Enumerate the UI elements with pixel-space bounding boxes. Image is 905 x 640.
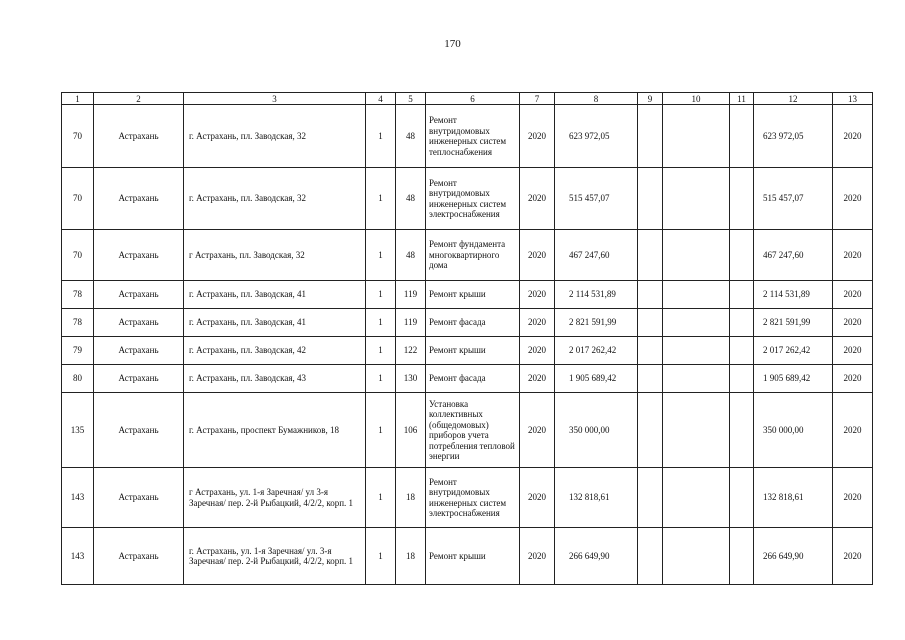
- header-cell: 5: [396, 93, 426, 105]
- cell-count: 1: [366, 393, 396, 468]
- cell-col9: [638, 337, 663, 365]
- cell-year-end: 2020: [833, 528, 873, 585]
- cell-index: 143: [62, 528, 94, 585]
- header-cell: 7: [520, 93, 555, 105]
- table-row: [62, 468, 873, 528]
- cell-work-type: Ремонт крыши: [426, 281, 520, 309]
- cell-col10: [663, 468, 730, 528]
- header-cell: 13: [833, 93, 873, 105]
- cell-work-type: Ремонт внутридомовых инженерных систем электроснабжения: [426, 168, 520, 230]
- cell-cost: 1 905 689,42: [555, 365, 638, 393]
- cell-year: 2020: [520, 105, 555, 168]
- cell-col11: [730, 365, 754, 393]
- table-row: [62, 309, 873, 337]
- cell-apartments: 48: [396, 105, 426, 168]
- cell-year-end: 2020: [833, 281, 873, 309]
- cell-col9: [638, 281, 663, 309]
- cell-index: 79: [62, 337, 94, 365]
- cell-address: г Астрахань, ул. 1-я Заречная/ ул 3-я Заречная/ пер. 2-й Рыбацкий, 4/2/2, корп. 1: [184, 468, 366, 528]
- table-row: [62, 168, 873, 230]
- cell-col11: [730, 393, 754, 468]
- header-cell: 3: [184, 93, 366, 105]
- cell-col11: [730, 168, 754, 230]
- cell-apartments: 18: [396, 468, 426, 528]
- cell-city: Астрахань: [94, 468, 184, 528]
- header-cell: 11: [730, 93, 754, 105]
- header-row: [62, 93, 873, 105]
- cell-total: 2 114 531,89: [754, 281, 833, 309]
- cell-index: 80: [62, 365, 94, 393]
- table-row: [62, 393, 873, 468]
- cell-col10: [663, 528, 730, 585]
- cell-col9: [638, 168, 663, 230]
- cell-col10: [663, 105, 730, 168]
- cell-count: 1: [366, 528, 396, 585]
- cell-count: 1: [366, 168, 396, 230]
- cell-year-end: 2020: [833, 337, 873, 365]
- cell-year: 2020: [520, 365, 555, 393]
- cell-cost: 515 457,07: [555, 168, 638, 230]
- cell-count: 1: [366, 105, 396, 168]
- cell-apartments: 119: [396, 281, 426, 309]
- header-cell: 8: [555, 93, 638, 105]
- cell-year: 2020: [520, 468, 555, 528]
- cell-count: 1: [366, 365, 396, 393]
- cell-city: Астрахань: [94, 168, 184, 230]
- table-row: [62, 528, 873, 585]
- table-row: [62, 281, 873, 309]
- cell-year: 2020: [520, 281, 555, 309]
- cell-city: Астрахань: [94, 309, 184, 337]
- header-cell: 12: [754, 93, 833, 105]
- cell-total: 515 457,07: [754, 168, 833, 230]
- cell-work-type: Ремонт внутридомовых инженерных систем теплоснабжения: [426, 105, 520, 168]
- cell-cost: 350 000,00: [555, 393, 638, 468]
- cell-year-end: 2020: [833, 168, 873, 230]
- cell-year-end: 2020: [833, 230, 873, 281]
- cell-year-end: 2020: [833, 393, 873, 468]
- cell-col11: [730, 281, 754, 309]
- cell-index: 135: [62, 393, 94, 468]
- cell-col11: [730, 468, 754, 528]
- cell-col9: [638, 105, 663, 168]
- cell-city: Астрахань: [94, 365, 184, 393]
- cell-city: Астрахань: [94, 528, 184, 585]
- cell-year: 2020: [520, 230, 555, 281]
- cell-year: 2020: [520, 337, 555, 365]
- table-body: [62, 93, 873, 585]
- cell-count: 1: [366, 309, 396, 337]
- cell-col11: [730, 337, 754, 365]
- cell-index: 70: [62, 168, 94, 230]
- cell-year: 2020: [520, 393, 555, 468]
- cell-year: 2020: [520, 168, 555, 230]
- cell-city: Астрахань: [94, 230, 184, 281]
- cell-year: 2020: [520, 309, 555, 337]
- cell-address: г. Астрахань, пл. Заводская, 32: [184, 105, 366, 168]
- cell-work-type: Ремонт фасада: [426, 309, 520, 337]
- cell-col10: [663, 337, 730, 365]
- cell-total: 350 000,00: [754, 393, 833, 468]
- cell-apartments: 48: [396, 168, 426, 230]
- cell-apartments: 122: [396, 337, 426, 365]
- cell-col11: [730, 309, 754, 337]
- cell-apartments: 106: [396, 393, 426, 468]
- cell-col9: [638, 365, 663, 393]
- cell-total: 2 821 591,99: [754, 309, 833, 337]
- cell-col10: [663, 230, 730, 281]
- cell-city: Астрахань: [94, 337, 184, 365]
- cell-address: г. Астрахань, пл. Заводская, 41: [184, 309, 366, 337]
- cell-address: г. Астрахань, пл. Заводская, 42: [184, 337, 366, 365]
- cell-col9: [638, 468, 663, 528]
- cell-city: Астрахань: [94, 105, 184, 168]
- header-cell: 4: [366, 93, 396, 105]
- cell-col11: [730, 528, 754, 585]
- program-table: [61, 92, 873, 585]
- cell-col11: [730, 230, 754, 281]
- cell-address: г. Астрахань, проспект Бумажников, 18: [184, 393, 366, 468]
- cell-cost: 132 818,61: [555, 468, 638, 528]
- cell-index: 70: [62, 105, 94, 168]
- cell-count: 1: [366, 337, 396, 365]
- cell-total: 467 247,60: [754, 230, 833, 281]
- cell-total: 2 017 262,42: [754, 337, 833, 365]
- header-cell: 2: [94, 93, 184, 105]
- cell-index: 78: [62, 309, 94, 337]
- cell-col9: [638, 230, 663, 281]
- cell-work-type: Ремонт фундамента многоквартирного дома: [426, 230, 520, 281]
- cell-col10: [663, 309, 730, 337]
- cell-address: г. Астрахань, ул. 1-я Заречная/ ул. 3-я Заречная/ пер. 2-й Рыбацкий, 4/2/2, корп. 1: [184, 528, 366, 585]
- cell-apartments: 119: [396, 309, 426, 337]
- cell-work-type: Установка коллективных (общедомовых) приборов учета потребления тепловой энергии: [426, 393, 520, 468]
- table-row: [62, 337, 873, 365]
- table-row: [62, 230, 873, 281]
- cell-index: 78: [62, 281, 94, 309]
- cell-address: г. Астрахань, пл. Заводская, 41: [184, 281, 366, 309]
- cell-apartments: 48: [396, 230, 426, 281]
- cell-cost: 2 114 531,89: [555, 281, 638, 309]
- cell-work-type: Ремонт фасада: [426, 365, 520, 393]
- cell-address: г. Астрахань, пл. Заводская, 43: [184, 365, 366, 393]
- cell-col9: [638, 309, 663, 337]
- cell-cost: 2 821 591,99: [555, 309, 638, 337]
- cell-year-end: 2020: [833, 365, 873, 393]
- cell-col10: [663, 393, 730, 468]
- table-row: [62, 365, 873, 393]
- cell-work-type: Ремонт крыши: [426, 337, 520, 365]
- header-cell: 1: [62, 93, 94, 105]
- cell-cost: 467 247,60: [555, 230, 638, 281]
- cell-count: 1: [366, 281, 396, 309]
- cell-work-type: Ремонт внутридомовых инженерных систем электроснабжения: [426, 468, 520, 528]
- cell-col10: [663, 365, 730, 393]
- cell-col11: [730, 105, 754, 168]
- cell-total: 1 905 689,42: [754, 365, 833, 393]
- cell-cost: 2 017 262,42: [555, 337, 638, 365]
- cell-apartments: 130: [396, 365, 426, 393]
- cell-city: Астрахань: [94, 281, 184, 309]
- cell-city: Астрахань: [94, 393, 184, 468]
- cell-total: 623 972,05: [754, 105, 833, 168]
- cell-total: 266 649,90: [754, 528, 833, 585]
- page-number: 170: [444, 38, 461, 50]
- cell-count: 1: [366, 468, 396, 528]
- cell-year-end: 2020: [833, 468, 873, 528]
- cell-apartments: 18: [396, 528, 426, 585]
- cell-index: 143: [62, 468, 94, 528]
- header-cell: 9: [638, 93, 663, 105]
- cell-year-end: 2020: [833, 105, 873, 168]
- cell-count: 1: [366, 230, 396, 281]
- cell-col9: [638, 393, 663, 468]
- table-row: [62, 105, 873, 168]
- cell-address: г Астрахань, пл. Заводская, 32: [184, 230, 366, 281]
- cell-cost: 266 649,90: [555, 528, 638, 585]
- cell-year: 2020: [520, 528, 555, 585]
- header-cell: 10: [663, 93, 730, 105]
- cell-col10: [663, 168, 730, 230]
- cell-index: 70: [62, 230, 94, 281]
- cell-col10: [663, 281, 730, 309]
- cell-year-end: 2020: [833, 309, 873, 337]
- cell-address: г. Астрахань, пл. Заводская, 32: [184, 168, 366, 230]
- header-cell: 6: [426, 93, 520, 105]
- cell-work-type: Ремонт крыши: [426, 528, 520, 585]
- cell-col9: [638, 528, 663, 585]
- cell-cost: 623 972,05: [555, 105, 638, 168]
- cell-total: 132 818,61: [754, 468, 833, 528]
